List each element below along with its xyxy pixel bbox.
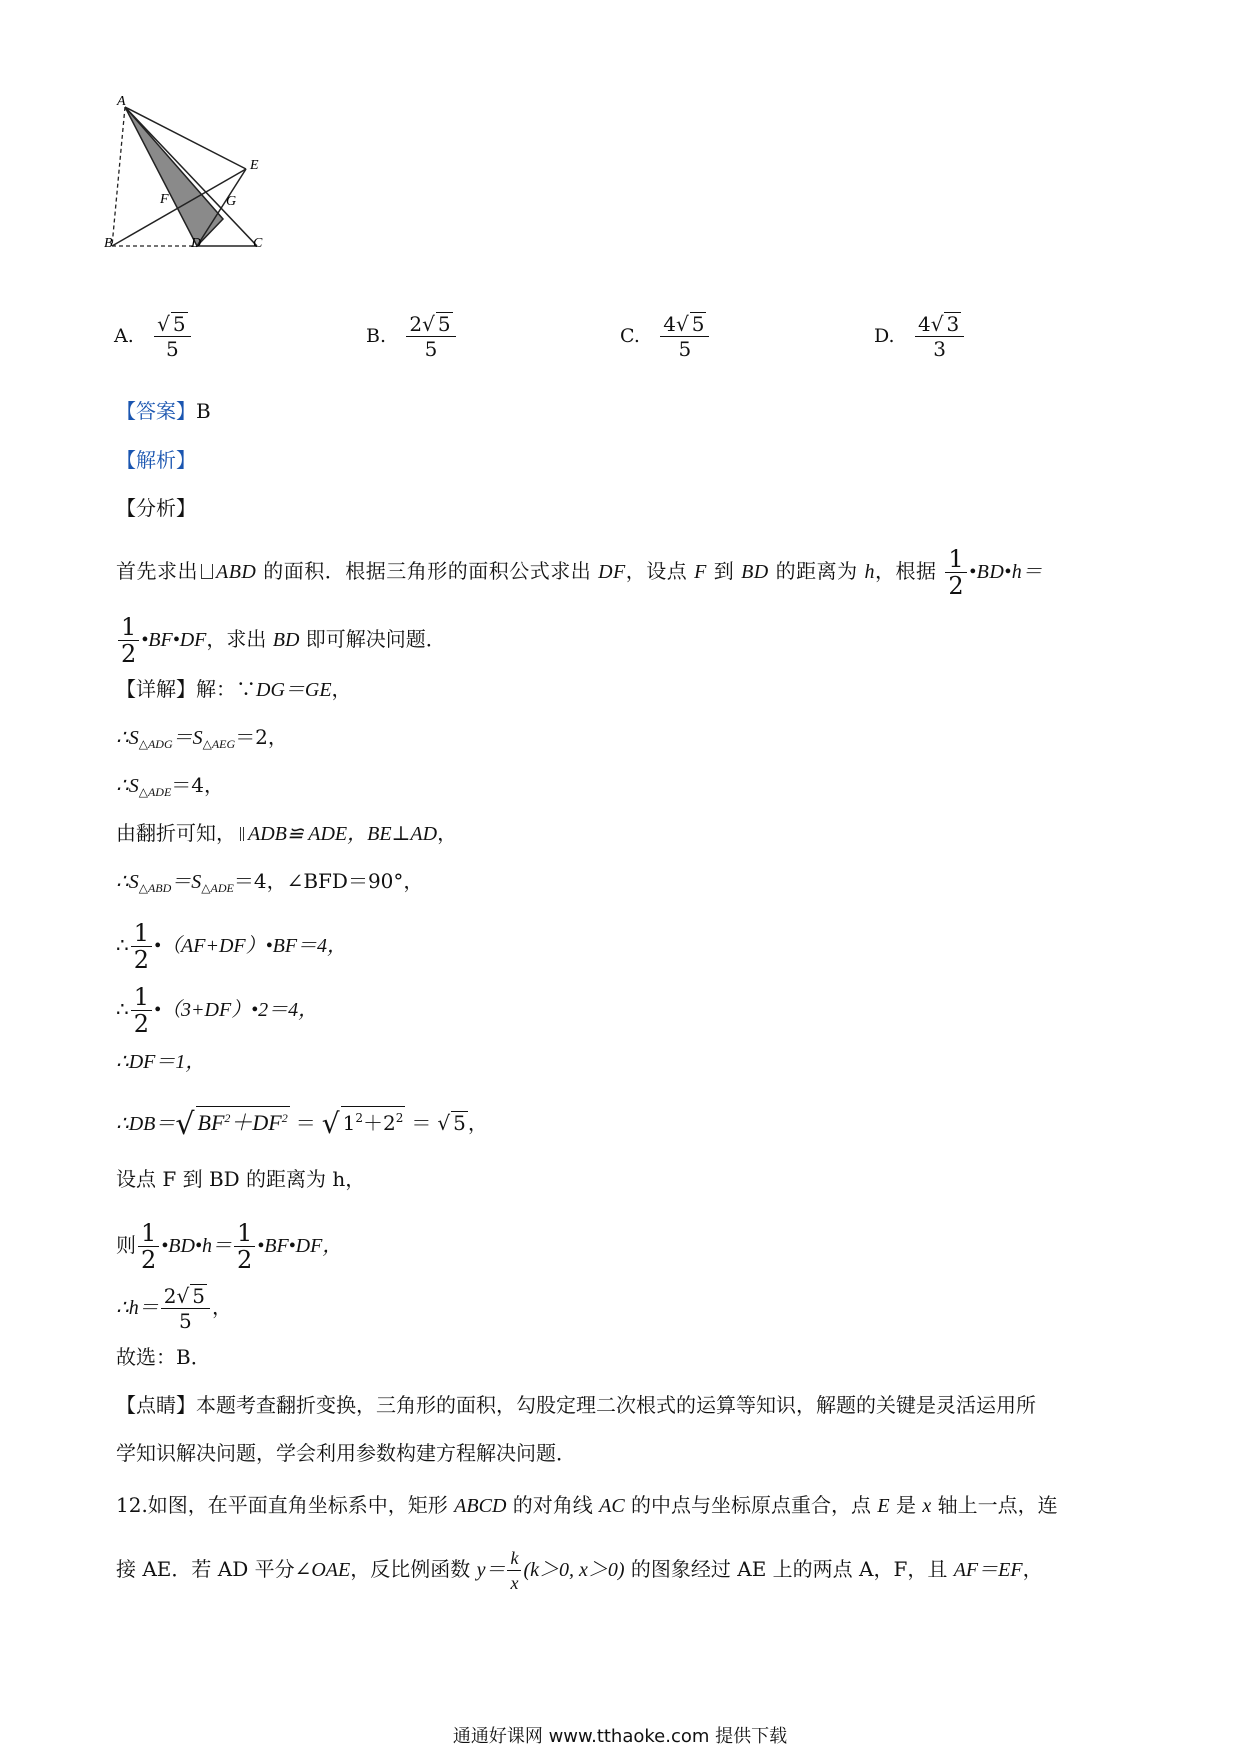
option-label: D. [874, 325, 895, 347]
option-fraction: $\frac{4√ 5}{5}$ [660, 312, 709, 361]
option-a [114, 312, 193, 361]
detail-line-13: 故选：B． [116, 1345, 211, 1369]
fraction-half: $\frac{1}{2}$ [138, 1220, 159, 1273]
detail-line-7: ∴ $\frac{1}{2}$ •（3+DF）•2＝4， [116, 983, 319, 1038]
detail-line-3: $\therefore S_{\triangle ADE}=4$， [116, 773, 225, 799]
point-label-e: E [250, 158, 259, 173]
detail-line-11: 则 $\frac{1}{2}$ •BD•h＝ $\frac{1}{2}$ •BF•DF， [116, 1219, 343, 1274]
point-label-g: G [226, 194, 237, 209]
geometry-figure [100, 95, 300, 285]
segment-ab [112, 107, 125, 246]
answer-line [116, 396, 211, 426]
option-fraction: $\frac{2√ 5}{5}$ [406, 312, 455, 361]
option-b [366, 312, 458, 361]
option-d [874, 312, 966, 361]
analysis-line-1: 首先求出 ABD 的面积．根据三角形的面积公式求出 DF，设点 F 到 BD 的距离为 h，根据 $\frac{1}{2}$ •BD•h＝ [116, 545, 1043, 600]
page-footer: 通通好课网 www.tthaoke.com 提供下载 [452, 1726, 788, 1747]
option-label: B. [366, 325, 387, 347]
detail-line-10: 设点 F 到 BD 的距离为 h， [116, 1167, 366, 1191]
q12-line-2: 接 AE．若 AD 平分∠OAE，反比例函数 y＝ $\frac{k}{x}$ (k＞0, x＞0) 的图象经过 AE 上的两点 A，F，且 AF＝EF， [116, 1548, 1043, 1593]
dianjing-tag: 【点睛】 [116, 1393, 196, 1417]
detail-line-12: ∴h＝ $\frac{2√ 5}{5}$ ， [116, 1284, 232, 1333]
point-label-d: D [191, 236, 202, 251]
shaded-triangle [125, 107, 223, 246]
jiexi-tag: 【解析】 [116, 448, 196, 472]
fenxi-line [116, 493, 196, 523]
analysis-line-2: $\frac{1}{2}$ •BF•DF，求出 BD 即可解决问题． [116, 614, 446, 667]
point-label-f: F [160, 192, 169, 207]
point-label-c: C [253, 236, 263, 251]
fraction-h: $\frac{2√ 5}{5}$ [161, 1284, 210, 1333]
jiexi-line [116, 445, 196, 475]
detail-line-1: 【详解】解：∵DG＝GE， [116, 677, 352, 701]
detail-line-2: $\therefore S_{\triangle ADG}=S_{\triangle AEG}=2$， [116, 725, 288, 751]
fraction-half: $\frac{1}{2}$ [131, 984, 152, 1037]
fraction-half: $\frac{1}{2}$ [945, 546, 967, 599]
option-label: A. [114, 325, 134, 347]
fenxi-tag: 【分析】 [116, 496, 196, 520]
point-label-a: A [117, 95, 126, 109]
point-label-b: B [104, 236, 113, 251]
option-fraction: $\frac{4√ 3}{3}$ [915, 312, 964, 361]
detail-line-4: 由翻折可知， ADB≌ ADE，BE⊥AD， [116, 821, 458, 845]
fraction-k-over-x: $\frac{k}{x}$ [507, 1546, 521, 1595]
detail-line-8: ∴DF＝1， [116, 1051, 206, 1073]
option-c [620, 312, 711, 361]
fraction-half: $\frac{1}{2}$ [131, 920, 152, 973]
detail-line-9: ∴DB＝√ $BF^2+DF^2$ ＝ √ $1^2+2^2$ ＝ √ 5 ， [116, 1107, 488, 1142]
detail-tag: 【详解】 [116, 677, 196, 701]
option-label: C. [620, 325, 640, 347]
option-fraction: $\frac{√ 5}{5}$ [154, 312, 190, 361]
answer-tag: 【答案】 [116, 399, 196, 423]
detail-line-5: $\therefore S_{\triangle ABD}=S_{\triangle ADE}=4$，∠BFD＝90°， [116, 869, 424, 895]
answer-value: B [196, 399, 211, 423]
q12-line-1: 12.如图，在平面直角坐标系中，矩形 ABCD 的对角线 AC 的中点与坐标原点重合，点 E 是 x 轴上一点，连 [116, 1493, 1058, 1517]
dianjing-line-2: 学知识解决问题，学会利用参数构建方程解决问题． [116, 1441, 576, 1465]
detail-line-6: ∴ $\frac{1}{2}$ •（AF+DF）•BF＝4， [116, 919, 348, 974]
fraction-half: $\frac{1}{2}$ [118, 614, 139, 667]
fraction-half: $\frac{1}{2}$ [234, 1220, 255, 1273]
dianjing-line-1: 【点睛】本题考查翻折变换，三角形的面积，勾股定理二次根式的运算等知识，解题的关键是灵活运用所 [116, 1393, 1036, 1417]
